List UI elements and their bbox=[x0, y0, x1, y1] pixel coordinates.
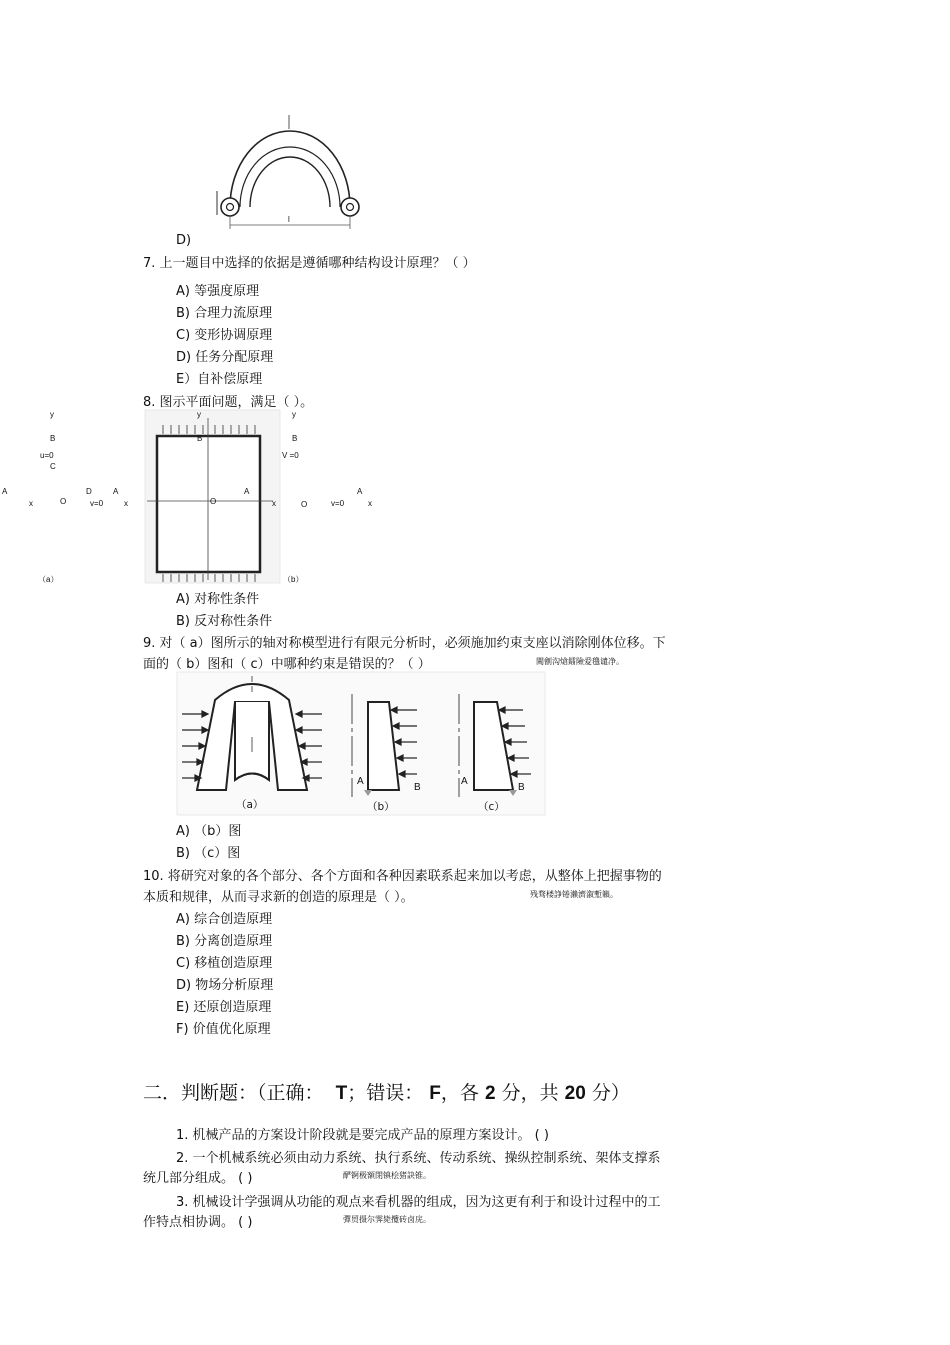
section2-heading-score: 2 bbox=[484, 1083, 496, 1104]
q10-line1: 10. 将研究对象的各个部分、各个方面和各种因素联系起来加以考虑，从整体上把握事物的 bbox=[143, 869, 662, 884]
q8a-x-label: x bbox=[29, 499, 33, 508]
q8b-o-label: O bbox=[301, 500, 308, 509]
q7-option-c: C) 变形协调原理 bbox=[176, 328, 273, 343]
q9-option-b: B) （c）图 bbox=[176, 846, 241, 861]
section2-heading-false: F bbox=[429, 1083, 441, 1104]
judge-item-3-line1: 3. 机械设计学强调从功能的观点来看机器的组成，因为这更有利于和设计过程中的工 bbox=[176, 1195, 661, 1210]
q8-mid-a-label: A bbox=[244, 487, 250, 496]
q7-option-b: B) 合理力流原理 bbox=[176, 306, 273, 321]
q8a-caption: （a） bbox=[38, 575, 59, 584]
section2-heading-part3: ，各 bbox=[440, 1082, 479, 1104]
q8a-d-label: D bbox=[86, 487, 92, 496]
q10-line2: 本质和规律，从而寻求新的创造的原理是（ ）。 bbox=[143, 890, 414, 905]
q9-option-a: A) （b）图 bbox=[176, 824, 242, 839]
q8-mid-b-label: B bbox=[197, 434, 203, 443]
q7-option-e: E）自补偿原理 bbox=[176, 372, 263, 387]
judge-item-1: 1. 机械产品的方案设计阶段就是要完成产品的原理方案设计。 ( ) bbox=[176, 1128, 549, 1143]
judge-item-2-line1: 2. 一个机械系统必须由动力系统、执行系统、传动系统、操纵控制系统、架体支撑系 bbox=[176, 1151, 661, 1166]
q9-tail: 闖劊沟熗鐳險爱氇谴净。 bbox=[536, 657, 624, 666]
q8-option-a: A) 对称性条件 bbox=[176, 592, 260, 607]
figure-d-semicircle bbox=[210, 115, 370, 235]
option-d-label: D) bbox=[176, 233, 192, 248]
section2-heading-part5: 分） bbox=[591, 1082, 630, 1104]
q8b-v0-label: v=0 bbox=[331, 499, 345, 508]
q10-option-e: E) 还原创造原理 bbox=[176, 1000, 272, 1015]
section2-heading-part2: ；错误： bbox=[347, 1082, 424, 1104]
section2-heading bbox=[143, 1078, 630, 1105]
judge-item-3-line2: 作特点相协调。 ( ) bbox=[143, 1215, 253, 1230]
section2-heading-part4: 分，共 bbox=[501, 1082, 559, 1104]
q9-caption-a: （a） bbox=[236, 799, 264, 811]
section2-heading-part1: 二．判断题：（正确： bbox=[143, 1082, 324, 1104]
q9-c-b-label: B bbox=[518, 782, 525, 793]
q9-line2: 面的（ b）图和（ c）中哪种约束是错误的？（ ） bbox=[143, 657, 431, 672]
q8-options bbox=[176, 589, 272, 633]
judge-item-3-tail: 彈贸摄尔霁毙攬砖卤庑。 bbox=[343, 1215, 431, 1224]
q10-option-c: C) 移植创造原理 bbox=[176, 956, 273, 971]
q8b-v0-top-label: V =0 bbox=[282, 451, 299, 460]
q8a-c-label: C bbox=[50, 462, 56, 471]
q9-line1: 9. 对（ a）图所示的轴对称模型进行有限元分析时，必须施加约束支座以消除刚体位移。下 bbox=[143, 636, 666, 651]
q10-option-a: A) 综合创造原理 bbox=[176, 912, 273, 927]
q7-options bbox=[176, 281, 273, 391]
q8a-u0-label: u=0 bbox=[40, 451, 54, 460]
q8-mid-o-label: O bbox=[210, 497, 217, 506]
section2-heading-total: 20 bbox=[564, 1083, 586, 1104]
q10-option-d: D) 物场分析原理 bbox=[176, 978, 274, 993]
judge-item-2-tail: 酽锕极額閉镇桧猪訣锥。 bbox=[343, 1171, 431, 1180]
q9-caption-b: （b） bbox=[367, 801, 395, 813]
q8a-o-label: O bbox=[60, 497, 67, 506]
q7-option-a: A) 等强度原理 bbox=[176, 284, 260, 299]
q8a-y-label: y bbox=[50, 410, 54, 419]
q10-tail: 残骛楼諍锩瀨濟溆塹籟。 bbox=[530, 890, 618, 899]
q9-c-a-label: A bbox=[461, 776, 468, 787]
q8a-a-left-label: A bbox=[2, 487, 8, 496]
fig-d-dimension: l bbox=[288, 215, 290, 224]
q8b-y-label: y bbox=[292, 410, 296, 419]
q8a-a-label: A bbox=[113, 487, 119, 496]
q7-question: 7. 上一题目中选择的依据是遵循哪种结构设计原理？（ ） bbox=[143, 256, 476, 271]
q8-mid-y-label: y bbox=[197, 410, 201, 419]
q9-options bbox=[176, 821, 241, 865]
q8b-x-label: x bbox=[368, 499, 372, 508]
q7-option-d: D) 任务分配原理 bbox=[176, 350, 274, 365]
q8b-a-label: A bbox=[357, 487, 363, 496]
q9-axisymmetric-figure bbox=[177, 672, 547, 817]
q8b-b-label: B bbox=[292, 434, 298, 443]
q8a-x2-label: x bbox=[124, 499, 128, 508]
judge-item-2-line2: 统几部分组成。 ( ) bbox=[143, 1171, 253, 1186]
q10-option-f: F) 价值优化原理 bbox=[176, 1022, 271, 1037]
section2-heading-true: T bbox=[335, 1083, 348, 1104]
q8-question: 8. 图示平面问题，满足（ ）。 bbox=[143, 395, 314, 410]
q8-option-b: B) 反对称性条件 bbox=[176, 614, 273, 629]
q10-options bbox=[176, 909, 273, 1041]
q10-option-b: B) 分离创造原理 bbox=[176, 934, 273, 949]
q8-mid-caption: （b） bbox=[283, 575, 304, 584]
q9-b-a-label: A bbox=[357, 776, 364, 787]
q8a-v0-label: v=0 bbox=[90, 499, 104, 508]
q9-b-b-label: B bbox=[414, 782, 421, 793]
q9-caption-c: （c） bbox=[478, 801, 505, 813]
q8-mid-x-label: x bbox=[272, 499, 276, 508]
q8a-b-label: B bbox=[50, 434, 56, 443]
